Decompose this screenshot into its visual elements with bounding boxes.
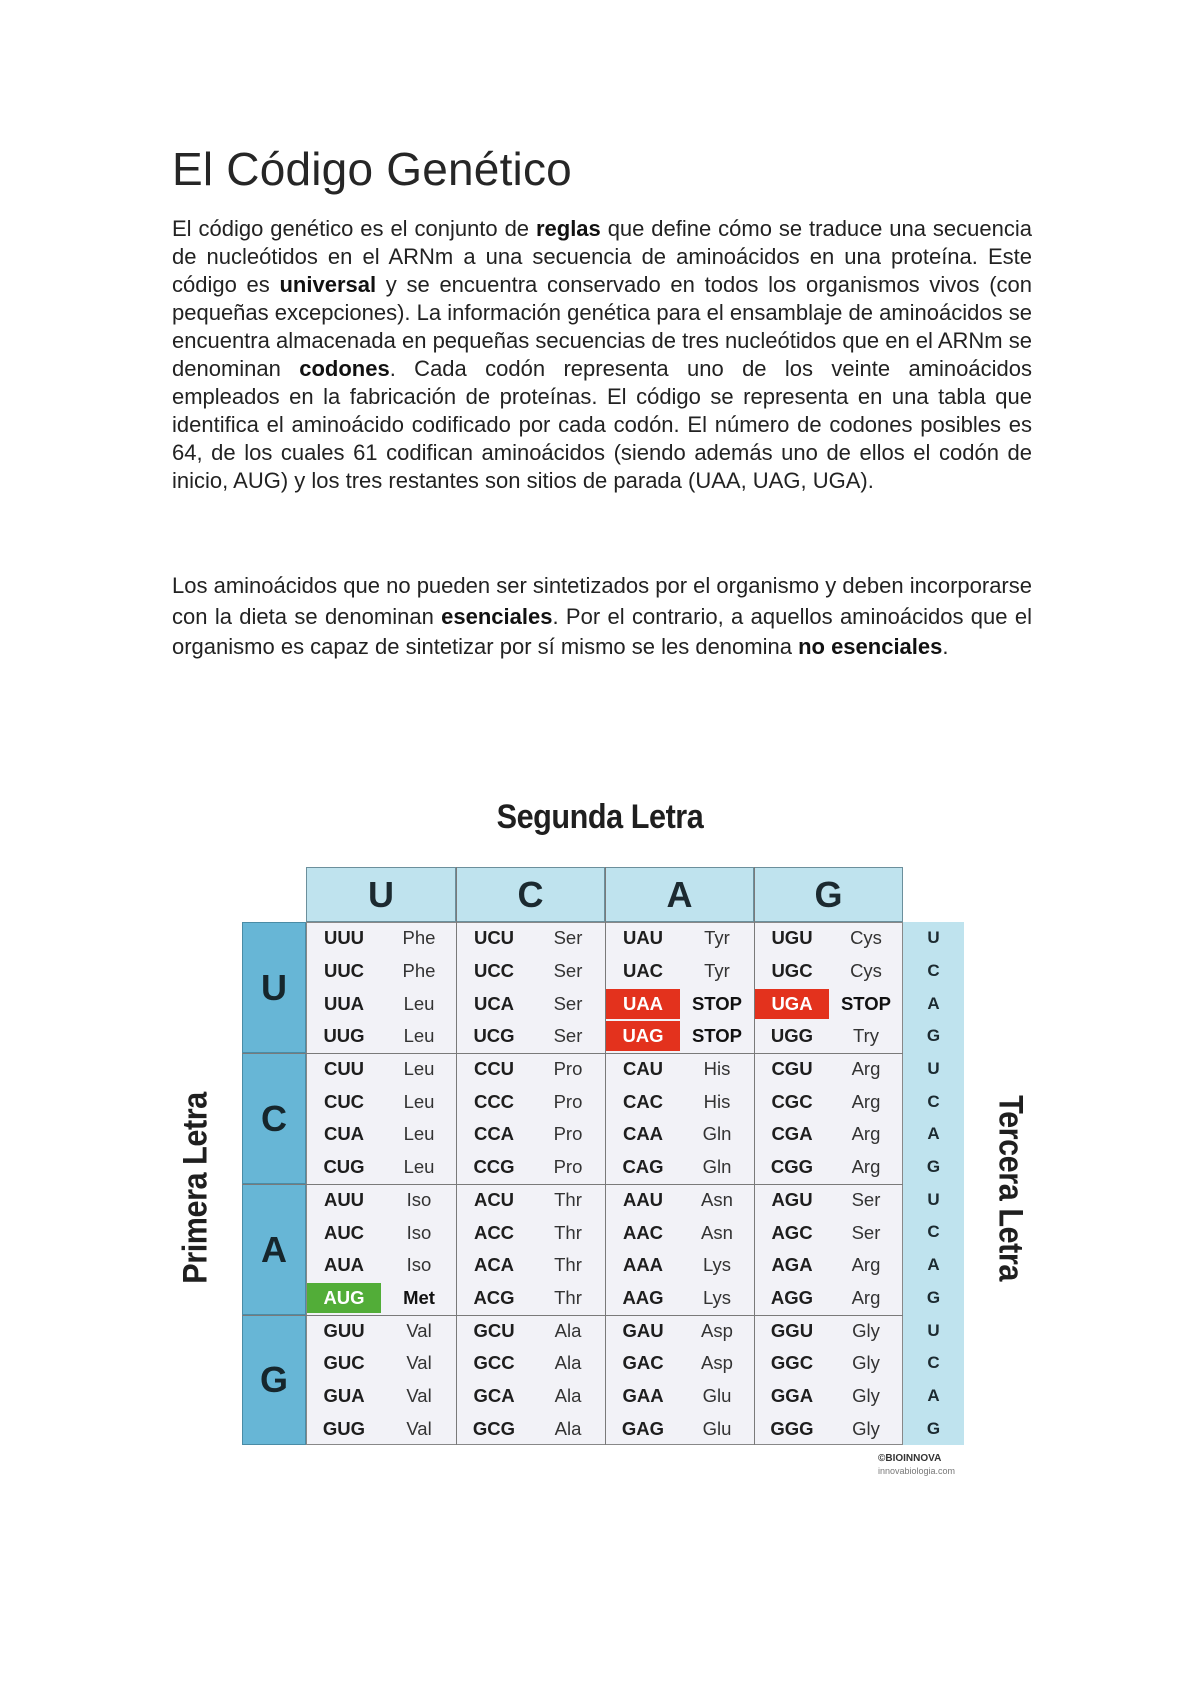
amino-acid-cag: Gln — [702, 1156, 732, 1178]
second-letter-title: Segunda Letra — [496, 798, 704, 836]
second-letter-c: C — [456, 867, 605, 922]
amino-acid-cau: His — [703, 1058, 731, 1080]
amino-acid-ucc: Ser — [553, 960, 583, 982]
first-letter-c: C — [242, 1053, 306, 1184]
codon-auu: AUU — [323, 1188, 365, 1210]
codon-gca: GCA — [473, 1384, 515, 1406]
amino-acid-auu: Iso — [406, 1188, 432, 1210]
codon-uaa: UAA — [606, 989, 680, 1019]
codon-ccc: CCC — [473, 1090, 515, 1112]
codon-gaa: GAA — [622, 1384, 664, 1406]
text-run: Los aminoácidos que no pueden ser sintetizados por el organismo y deben incorporarse con la dieta se denominan — [172, 573, 1032, 629]
amino-acid-ggc: Gly — [852, 1352, 880, 1374]
third-letter-g: G — [903, 1151, 964, 1184]
essential-amino-acids-paragraph — [172, 571, 1032, 663]
codon-ucc: UCC — [473, 960, 515, 982]
codon-gug: GUG — [322, 1417, 366, 1439]
amino-acid-agu: Ser — [851, 1188, 881, 1210]
codon-gcc: GCC — [473, 1352, 515, 1374]
third-letter-a: A — [903, 1380, 964, 1413]
amino-acid-aga: Arg — [851, 1254, 881, 1276]
codon-ugg: UGG — [770, 1025, 814, 1047]
amino-acid-uac: Tyr — [704, 960, 730, 982]
amino-acid-cca: Pro — [553, 1123, 583, 1145]
amino-acid-cgu: Arg — [851, 1058, 881, 1080]
amino-acid-gga: Gly — [852, 1384, 880, 1406]
bold-term: no esenciales — [798, 634, 943, 659]
codon-gcg: GCG — [472, 1417, 516, 1439]
amino-acid-aca: Thr — [554, 1254, 582, 1276]
amino-acid-agc: Ser — [851, 1221, 881, 1243]
codon-cca: CCA — [473, 1123, 515, 1145]
amino-acid-ucg: Ser — [553, 1025, 583, 1047]
third-letter-a: A — [903, 987, 964, 1020]
third-letter-c: C — [903, 955, 964, 988]
codon-gua: GUA — [323, 1384, 365, 1406]
codon-uca: UCA — [473, 992, 515, 1014]
first-letter-title: Primera Letra — [176, 1092, 215, 1284]
amino-acid-gca: Ala — [554, 1384, 582, 1406]
amino-acid-guu: Val — [406, 1319, 432, 1341]
amino-acid-gag: Glu — [702, 1417, 732, 1439]
third-letter-u: U — [903, 1053, 964, 1086]
third-letter-u: U — [903, 1184, 964, 1217]
codon-ccu: CCU — [473, 1058, 515, 1080]
bold-term: esenciales — [441, 603, 553, 629]
third-letter-u: U — [903, 1314, 964, 1347]
second-letter-a: A — [605, 867, 754, 922]
amino-acid-gcc: Ala — [554, 1352, 582, 1374]
amino-acid-uuu: Phe — [402, 927, 436, 949]
page-title: El Código Genético — [172, 143, 572, 195]
amino-acid-aau: Asn — [701, 1188, 733, 1210]
codon-aau: AAU — [622, 1188, 664, 1210]
codon-agu: AGU — [771, 1188, 813, 1210]
amino-acid-cuc: Leu — [403, 1090, 435, 1112]
third-letter-a: A — [903, 1118, 964, 1151]
first-letter-g: G — [242, 1315, 306, 1445]
amino-acid-gug: Val — [406, 1417, 432, 1439]
codon-cuu: CUU — [323, 1058, 365, 1080]
codon-ugu: UGU — [771, 927, 813, 949]
codon-gau: GAU — [622, 1319, 664, 1341]
third-letter-c: C — [903, 1347, 964, 1380]
codon-uag: UAG — [606, 1021, 680, 1051]
codon-uau: UAU — [622, 927, 664, 949]
amino-acid-uag: STOP — [691, 1025, 743, 1047]
bold-term: reglas — [535, 216, 601, 241]
codon-cuc: CUC — [323, 1090, 365, 1112]
text-run: El código genético es el conjunto de — [172, 216, 536, 241]
codon-uuu: UUU — [323, 927, 365, 949]
bold-term: codones — [299, 356, 390, 381]
amino-acid-ccc: Pro — [553, 1090, 583, 1112]
text-run: . — [942, 634, 949, 659]
amino-acid-ucu: Ser — [553, 927, 583, 949]
codon-cua: CUA — [323, 1123, 365, 1145]
text-run: y se encuentra conservado en todos los organismos vivos (con pequeñas excepciones). La información genética para el ensamblaje de aminoácidos se encuentra almacenada en pequeñas secuencias de tres nucleótidos que en el ARNm se denominan — [172, 272, 1033, 381]
amino-acid-aug: Met — [403, 1286, 435, 1308]
amino-acid-uau: Tyr — [704, 927, 730, 949]
codon-caa: CAA — [622, 1123, 664, 1145]
amino-acid-ccg: Pro — [553, 1156, 583, 1178]
amino-acid-gac: Asp — [701, 1352, 733, 1374]
figure-credit-url: innovabiologia.com — [878, 1466, 956, 1476]
codon-cgg: CGG — [770, 1156, 814, 1178]
codon-acg: ACG — [473, 1286, 515, 1308]
amino-acid-acc: Thr — [554, 1221, 582, 1243]
third-letter-g: G — [903, 1282, 964, 1315]
amino-acid-cac: His — [703, 1090, 731, 1112]
codon-cgc: CGC — [771, 1090, 813, 1112]
codon-aug: AUG — [307, 1283, 381, 1313]
codon-ucg: UCG — [473, 1025, 515, 1047]
codon-cac: CAC — [622, 1090, 664, 1112]
amino-acid-auc: Iso — [406, 1221, 432, 1243]
codon-ggu: GGU — [770, 1319, 814, 1341]
amino-acid-aaa: Lys — [702, 1254, 732, 1276]
codon-cag: CAG — [622, 1156, 664, 1178]
third-letter-g: G — [903, 1412, 964, 1445]
codon-gag: GAG — [621, 1417, 665, 1439]
codon-acc: ACC — [473, 1221, 515, 1243]
codon-ugc: UGC — [771, 960, 813, 982]
codon-uuc: UUC — [323, 960, 365, 982]
amino-acid-aua: Iso — [406, 1254, 432, 1276]
amino-acid-caa: Gln — [702, 1123, 732, 1145]
amino-acid-uca: Ser — [553, 992, 583, 1014]
third-letter-title: Tercera Letra — [991, 1095, 1030, 1281]
amino-acid-acu: Thr — [554, 1188, 582, 1210]
codon-uua: UUA — [323, 992, 365, 1014]
amino-acid-cua: Leu — [403, 1123, 435, 1145]
codon-ggg: GGG — [770, 1417, 814, 1439]
amino-acid-uuc: Phe — [402, 960, 436, 982]
codon-aca: ACA — [473, 1254, 515, 1276]
amino-acid-cuu: Leu — [403, 1058, 435, 1080]
third-letter-u: U — [903, 922, 964, 955]
codon-cgu: CGU — [771, 1058, 813, 1080]
codon-guc: GUC — [323, 1352, 365, 1374]
amino-acid-gau: Asp — [701, 1319, 733, 1341]
second-letter-g: G — [754, 867, 903, 922]
amino-acid-guc: Val — [406, 1352, 432, 1374]
amino-acid-uua: Leu — [403, 992, 435, 1014]
codon-cau: CAU — [622, 1058, 664, 1080]
third-letter-c: C — [903, 1085, 964, 1118]
codon-ucu: UCU — [473, 927, 515, 949]
amino-acid-cgc: Arg — [851, 1090, 881, 1112]
codon-agg: AGG — [770, 1286, 814, 1308]
codon-cga: CGA — [771, 1123, 813, 1145]
codon-aaa: AAA — [622, 1254, 664, 1276]
codon-aua: AUA — [323, 1254, 365, 1276]
amino-acid-ugg: Try — [852, 1025, 880, 1047]
first-letter-a: A — [242, 1184, 306, 1315]
codon-aag: AAG — [622, 1286, 664, 1308]
codon-uug: UUG — [323, 1025, 365, 1047]
amino-acid-uug: Leu — [403, 1025, 435, 1047]
amino-acid-cug: Leu — [403, 1156, 435, 1178]
codon-gcu: GCU — [473, 1319, 515, 1341]
third-letter-g: G — [903, 1020, 964, 1053]
codon-ggc: GGC — [770, 1352, 814, 1374]
amino-acid-ugu: Cys — [850, 927, 882, 949]
codon-aga: AGA — [771, 1254, 813, 1276]
text-run: . Por el contrario, a aquellos aminoácidos que el organismo es capaz de sintetizar por sí mismo se les denomina — [172, 603, 1032, 659]
codon-guu: GUU — [323, 1319, 365, 1341]
bold-term: universal — [279, 272, 377, 297]
amino-acid-uga: STOP — [840, 992, 892, 1014]
amino-acid-uaa: STOP — [691, 992, 743, 1014]
amino-acid-agg: Arg — [851, 1286, 881, 1308]
amino-acid-ccu: Pro — [553, 1058, 583, 1080]
first-letter-u: U — [242, 922, 306, 1053]
third-letter-c: C — [903, 1216, 964, 1249]
amino-acid-cga: Arg — [851, 1123, 881, 1145]
figure-credit: ©BIOINNOVA — [878, 1453, 942, 1464]
second-letter-u: U — [306, 867, 456, 922]
amino-acid-ugc: Cys — [850, 960, 882, 982]
amino-acid-gaa: Glu — [702, 1384, 732, 1406]
codon-gac: GAC — [622, 1352, 664, 1374]
amino-acid-aac: Asn — [701, 1221, 733, 1243]
amino-acid-ggu: Gly — [852, 1319, 880, 1341]
amino-acid-gcu: Ala — [554, 1319, 582, 1341]
amino-acid-gcg: Ala — [554, 1417, 582, 1439]
third-letter-a: A — [903, 1249, 964, 1282]
codon-ccg: CCG — [473, 1156, 515, 1178]
codon-aac: AAC — [622, 1221, 664, 1243]
codon-agc: AGC — [771, 1221, 813, 1243]
amino-acid-gua: Val — [406, 1384, 432, 1406]
codon-cug: CUG — [323, 1156, 365, 1178]
text-run: . Cada codón representa uno de los veinte aminoácidos empleados en la fabricación de proteínas. El código se representa en una tabla que identifica el aminoácido codificado por cada codón. El número de codones posibles es 64, de los cuales 61 codifican aminoácidos (siendo además uno de ellos el codón de inicio, AUG) y los tres restantes son sitios de parada (UAA, UAG, UGA). — [172, 356, 1032, 493]
amino-acid-acg: Thr — [554, 1286, 582, 1308]
amino-acid-ggg: Gly — [852, 1417, 880, 1439]
codon-uga: UGA — [755, 989, 829, 1019]
amino-acid-aag: Lys — [702, 1286, 732, 1308]
codon-auc: AUC — [323, 1221, 365, 1243]
codon-acu: ACU — [473, 1188, 515, 1210]
codon-gga: GGA — [770, 1384, 814, 1406]
codon-uac: UAC — [622, 960, 664, 982]
amino-acid-cgg: Arg — [851, 1156, 881, 1178]
intro-paragraph — [172, 215, 1032, 495]
text-run: que define cómo se traduce una secuencia de nucleótidos en el ARNm a una secuencia de aminoácidos en una proteína. Este código es — [172, 216, 1032, 297]
